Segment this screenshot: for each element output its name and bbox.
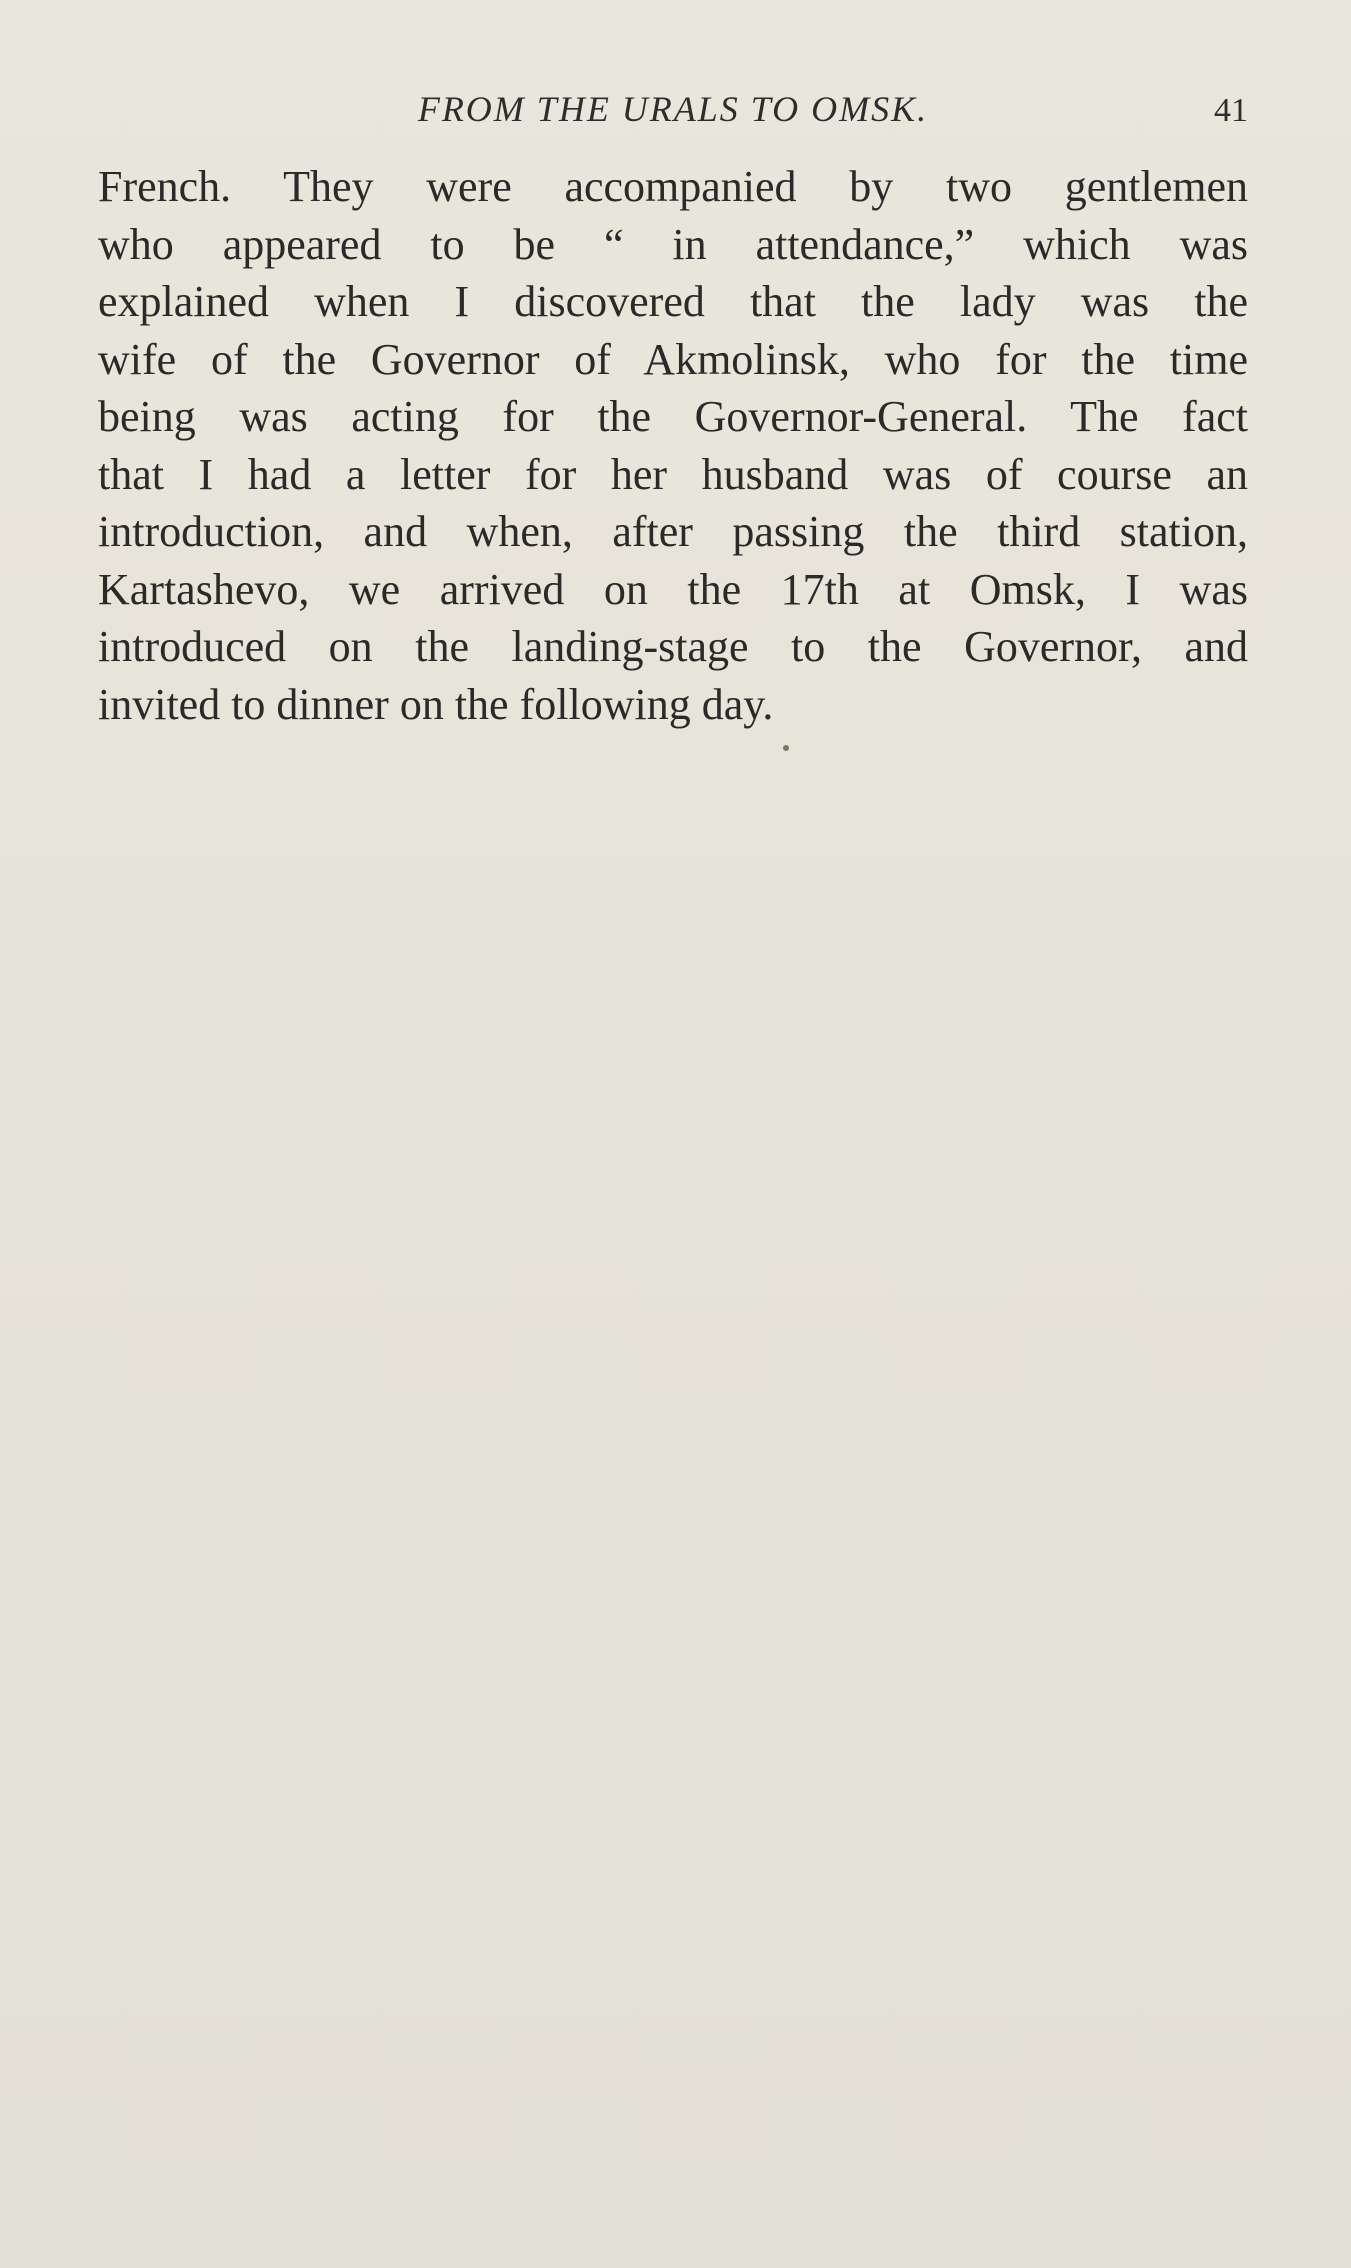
- running-title: FROM THE URALS TO OMSK.: [417, 89, 929, 129]
- body-paragraph: [98, 158, 1248, 733]
- text-line: that I had a letter for her husband was of course an: [98, 449, 1248, 499]
- ink-speck: [783, 745, 789, 751]
- text-line: explained when I discovered that the lady was the: [98, 277, 1248, 326]
- text-line: who appeared to be “ in attendance,” which was: [98, 219, 1248, 269]
- text-line: invited to dinner on the following day.: [98, 679, 774, 729]
- text-line: Kartashevo, we arrived on the 17th at Omsk, I was: [98, 564, 1248, 614]
- text-line: introduced on the landing-stage to the Governor, and: [98, 622, 1248, 671]
- page-number: 41: [1214, 92, 1248, 129]
- text-line: wife of the Governor of Akmolinsk, who for the time: [98, 334, 1248, 384]
- running-head: [98, 88, 1248, 138]
- text-line: introduction, and when, after passing the third station,: [98, 507, 1248, 556]
- text-line: being was acting for the Governor-General. The fact: [98, 392, 1248, 441]
- text-line: French. They were accompanied by two gentlemen: [98, 162, 1248, 211]
